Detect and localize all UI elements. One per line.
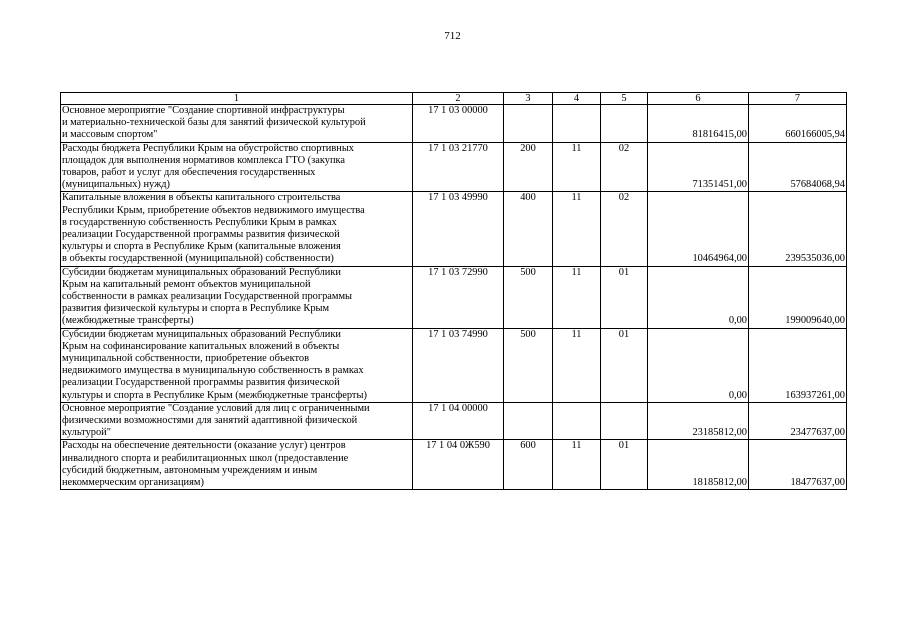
row-subsection: 01 xyxy=(601,328,648,402)
table-row xyxy=(61,105,847,143)
row-code: 17 1 03 74990 xyxy=(413,328,504,402)
row-amount-2: 163937261,00 xyxy=(749,328,847,402)
row-amount-1: 81816415,00 xyxy=(648,105,749,143)
header-row xyxy=(61,93,847,105)
row-code: 17 1 03 72990 xyxy=(413,266,504,328)
row-name: Основное мероприятие "Создание спортивной инфраструктуры и материально-технической базы для занятий физической культурой и массовым спортом" xyxy=(61,105,413,143)
table-row xyxy=(61,402,847,440)
row-section xyxy=(553,105,601,143)
row-name: Расходы на обеспечение деятельности (оказание услуг) центров инвалидного спорта и реабилитационных школ (предоставление субсидий бюджетным, автономным учреждениям и иным некоммерческим организациям) xyxy=(61,440,413,490)
row-expense-type: 600 xyxy=(504,440,553,490)
row-expense-type xyxy=(504,402,553,440)
row-subsection: 02 xyxy=(601,192,648,266)
row-section: 11 xyxy=(553,328,601,402)
header-cell: 1 xyxy=(61,93,413,105)
header-cell: 2 xyxy=(413,93,504,105)
row-amount-1: 0,00 xyxy=(648,328,749,402)
row-subsection: 01 xyxy=(601,440,648,490)
row-subsection xyxy=(601,105,648,143)
row-expense-type: 400 xyxy=(504,192,553,266)
row-name: Капитальные вложения в объекты капитального строительства Республики Крым, приобретение объектов недвижимого имущества в государственную собственность Республики Крым в рамках реализации Государственной программы развития физической культуры и спорта в Республике Крым (капитальные вложения в объекты государственной (муниципальной) собственности) xyxy=(61,192,413,266)
table-row xyxy=(61,192,847,266)
row-amount-2: 23477637,00 xyxy=(749,402,847,440)
row-section xyxy=(553,402,601,440)
row-amount-1: 71351451,00 xyxy=(648,142,749,192)
header-cell: 6 xyxy=(648,93,749,105)
table-row xyxy=(61,440,847,490)
row-expense-type: 500 xyxy=(504,328,553,402)
row-code: 17 1 03 00000 xyxy=(413,105,504,143)
row-amount-1: 23185812,00 xyxy=(648,402,749,440)
row-code: 17 1 04 0Ж590 xyxy=(413,440,504,490)
row-code: 17 1 04 00000 xyxy=(413,402,504,440)
row-code: 17 1 03 21770 xyxy=(413,142,504,192)
page-number: 712 xyxy=(444,30,461,42)
row-section: 11 xyxy=(553,440,601,490)
header-cell: 4 xyxy=(553,93,601,105)
row-section: 11 xyxy=(553,142,601,192)
row-expense-type: 200 xyxy=(504,142,553,192)
row-subsection: 02 xyxy=(601,142,648,192)
row-subsection: 01 xyxy=(601,266,648,328)
header-cell: 3 xyxy=(504,93,553,105)
row-expense-type xyxy=(504,105,553,143)
row-name: Расходы бюджета Республики Крым на обустройство спортивных площадок для выполнения нормативов комплекса ГТО (закупка товаров, работ и услуг для обеспечения государственных (муниципальных) нужд) xyxy=(61,142,413,192)
row-name: Основное мероприятие "Создание условий для лиц с ограниченными физическими возможностями для занятий адаптивной физической культурой" xyxy=(61,402,413,440)
row-code: 17 1 03 49990 xyxy=(413,192,504,266)
header-cell: 5 xyxy=(601,93,648,105)
row-name: Субсидии бюджетам муниципальных образований Республики Крым на капитальный ремонт объектов муниципальной собственности в рамках реализации Государственной программы развития физической культуры и спорта в Республике Крым (межбюджетные трансферты) xyxy=(61,266,413,328)
table-row xyxy=(61,328,847,402)
table-row xyxy=(61,266,847,328)
row-amount-2: 239535036,00 xyxy=(749,192,847,266)
row-amount-1: 10464964,00 xyxy=(648,192,749,266)
row-amount-2: 57684068,94 xyxy=(749,142,847,192)
row-amount-2: 660166005,94 xyxy=(749,105,847,143)
row-expense-type: 500 xyxy=(504,266,553,328)
row-section: 11 xyxy=(553,192,601,266)
row-amount-1: 0,00 xyxy=(648,266,749,328)
budget-table xyxy=(60,92,847,490)
header-cell: 7 xyxy=(749,93,847,105)
row-name: Субсидии бюджетам муниципальных образований Республики Крым на софинансирование капитальных вложений в объекты муниципальной собственности, приобретение объектов недвижимого имущества в муниципальную собственность в рамках реализации Государственной программы развития физической культуры и спорта в Республике Крым (межбюджетные трансферты) xyxy=(61,328,413,402)
row-subsection xyxy=(601,402,648,440)
table-row xyxy=(61,142,847,192)
row-section: 11 xyxy=(553,266,601,328)
row-amount-2: 199009640,00 xyxy=(749,266,847,328)
row-amount-2: 18477637,00 xyxy=(749,440,847,490)
row-amount-1: 18185812,00 xyxy=(648,440,749,490)
